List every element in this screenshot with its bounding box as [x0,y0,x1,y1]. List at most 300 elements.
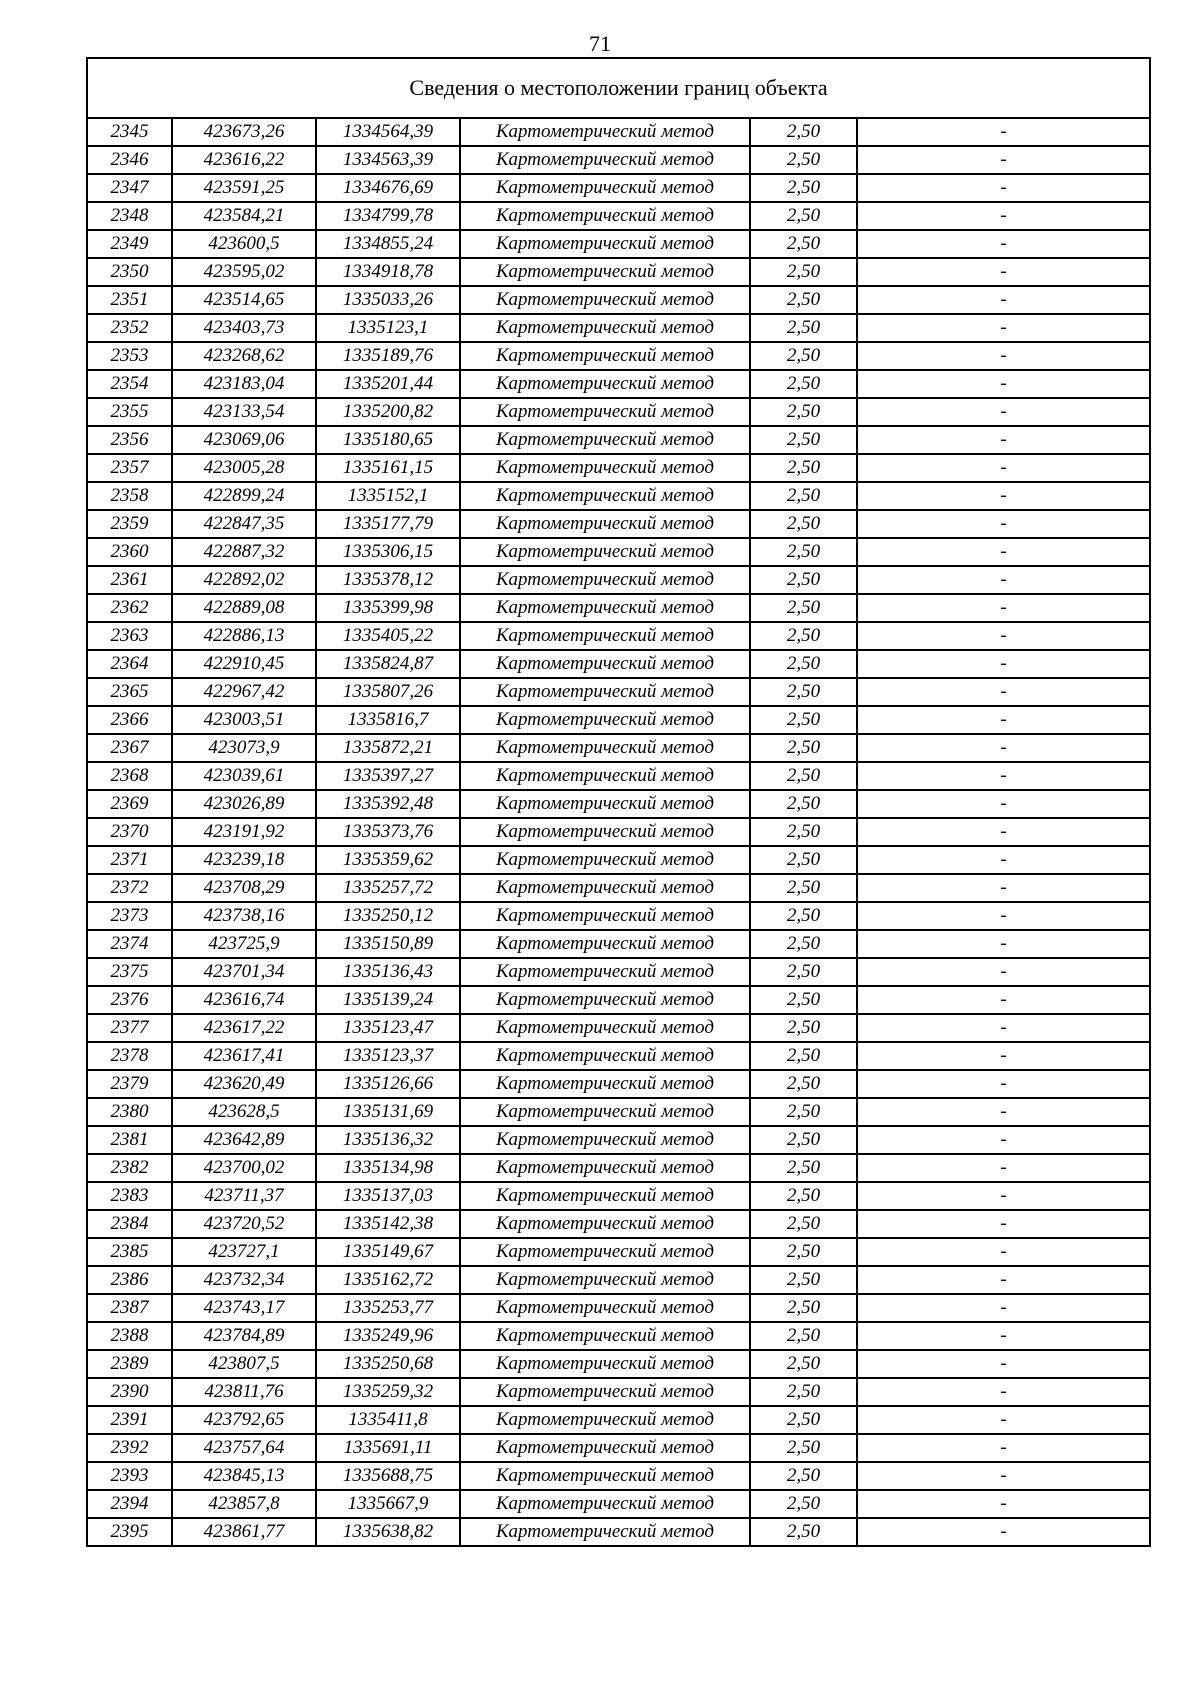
method-cell: Картометрический метод [460,538,750,566]
x-coordinate-cell: 423595,02 [172,258,316,286]
x-coordinate-cell: 423708,29 [172,874,316,902]
accuracy-cell: 2,50 [750,566,857,594]
table-row [87,902,1150,930]
table-row [87,454,1150,482]
description-cell: - [857,258,1150,286]
description-cell: - [857,1070,1150,1098]
x-coordinate-cell: 423620,49 [172,1070,316,1098]
point-number-cell: 2348 [87,202,172,230]
y-coordinate-cell: 1335691,11 [316,1434,460,1462]
x-coordinate-cell: 423514,65 [172,286,316,314]
description-cell: - [857,174,1150,202]
y-coordinate-cell: 1335411,8 [316,1406,460,1434]
y-coordinate-cell: 1335392,48 [316,790,460,818]
accuracy-cell: 2,50 [750,314,857,342]
accuracy-cell: 2,50 [750,230,857,258]
y-coordinate-cell: 1335306,15 [316,538,460,566]
accuracy-cell: 2,50 [750,846,857,874]
point-number-cell: 2359 [87,510,172,538]
description-cell: - [857,650,1150,678]
description-cell: - [857,1490,1150,1518]
y-coordinate-cell: 1335872,21 [316,734,460,762]
accuracy-cell: 2,50 [750,538,857,566]
method-cell: Картометрический метод [460,398,750,426]
x-coordinate-cell: 423403,73 [172,314,316,342]
method-cell: Картометрический метод [460,342,750,370]
accuracy-cell: 2,50 [750,1182,857,1210]
method-cell: Картометрический метод [460,426,750,454]
table-row [87,678,1150,706]
accuracy-cell: 2,50 [750,370,857,398]
accuracy-cell: 2,50 [750,398,857,426]
accuracy-cell: 2,50 [750,174,857,202]
method-cell: Картометрический метод [460,566,750,594]
description-cell: - [857,1434,1150,1462]
x-coordinate-cell: 423711,37 [172,1182,316,1210]
method-cell: Картометрический метод [460,482,750,510]
x-coordinate-cell: 423807,5 [172,1350,316,1378]
description-cell: - [857,398,1150,426]
table-row [87,1182,1150,1210]
table-row [87,426,1150,454]
accuracy-cell: 2,50 [750,1042,857,1070]
accuracy-cell: 2,50 [750,902,857,930]
description-cell: - [857,146,1150,174]
x-coordinate-cell: 423005,28 [172,454,316,482]
point-number-cell: 2367 [87,734,172,762]
table-row [87,258,1150,286]
description-cell: - [857,1378,1150,1406]
y-coordinate-cell: 1335667,9 [316,1490,460,1518]
point-number-cell: 2358 [87,482,172,510]
table-row [87,286,1150,314]
point-number-cell: 2384 [87,1210,172,1238]
x-coordinate-cell: 423600,5 [172,230,316,258]
y-coordinate-cell: 1335123,47 [316,1014,460,1042]
description-cell: - [857,1406,1150,1434]
point-number-cell: 2394 [87,1490,172,1518]
x-coordinate-cell: 422887,32 [172,538,316,566]
point-number-cell: 2366 [87,706,172,734]
point-number-cell: 2360 [87,538,172,566]
description-cell: - [857,734,1150,762]
page-number: 71 [589,31,611,56]
table-row [87,1210,1150,1238]
description-cell: - [857,1014,1150,1042]
point-number-cell: 2385 [87,1238,172,1266]
x-coordinate-cell: 423642,89 [172,1126,316,1154]
accuracy-cell: 2,50 [750,958,857,986]
method-cell: Картометрический метод [460,1070,750,1098]
method-cell: Картометрический метод [460,594,750,622]
table-row [87,1014,1150,1042]
y-coordinate-cell: 1335033,26 [316,286,460,314]
y-coordinate-cell: 1335136,32 [316,1126,460,1154]
description-cell: - [857,1210,1150,1238]
x-coordinate-cell: 423811,76 [172,1378,316,1406]
method-cell: Картометрический метод [460,1238,750,1266]
accuracy-cell: 2,50 [750,762,857,790]
point-number-cell: 2388 [87,1322,172,1350]
y-coordinate-cell: 1335200,82 [316,398,460,426]
point-number-cell: 2376 [87,986,172,1014]
y-coordinate-cell: 1335161,15 [316,454,460,482]
description-cell: - [857,1294,1150,1322]
point-number-cell: 2380 [87,1098,172,1126]
point-number-cell: 2378 [87,1042,172,1070]
point-number-cell: 2369 [87,790,172,818]
accuracy-cell: 2,50 [750,1126,857,1154]
accuracy-cell: 2,50 [750,930,857,958]
description-cell: - [857,790,1150,818]
method-cell: Картометрический метод [460,1490,750,1518]
method-cell: Картометрический метод [460,1266,750,1294]
method-cell: Картометрический метод [460,146,750,174]
x-coordinate-cell: 423039,61 [172,762,316,790]
accuracy-cell: 2,50 [750,1322,857,1350]
x-coordinate-cell: 423628,5 [172,1098,316,1126]
method-cell: Картометрический метод [460,986,750,1014]
method-cell: Картометрический метод [460,1350,750,1378]
table-row [87,594,1150,622]
table-row [87,706,1150,734]
y-coordinate-cell: 1335359,62 [316,846,460,874]
point-number-cell: 2365 [87,678,172,706]
table-row [87,314,1150,342]
description-cell: - [857,314,1150,342]
y-coordinate-cell: 1335253,77 [316,1294,460,1322]
table-row [87,1042,1150,1070]
table-row [87,734,1150,762]
description-cell: - [857,538,1150,566]
table-row [87,762,1150,790]
y-coordinate-cell: 1334855,24 [316,230,460,258]
table-row [87,1070,1150,1098]
y-coordinate-cell: 1335397,27 [316,762,460,790]
method-cell: Картометрический метод [460,958,750,986]
x-coordinate-cell: 422899,24 [172,482,316,510]
y-coordinate-cell: 1335201,44 [316,370,460,398]
description-cell: - [857,370,1150,398]
description-cell: - [857,1126,1150,1154]
table-row [87,1266,1150,1294]
x-coordinate-cell: 423617,41 [172,1042,316,1070]
point-number-cell: 2356 [87,426,172,454]
method-cell: Картометрический метод [460,1042,750,1070]
y-coordinate-cell: 1335373,76 [316,818,460,846]
y-coordinate-cell: 1335259,32 [316,1378,460,1406]
table-row [87,622,1150,650]
x-coordinate-cell: 423757,64 [172,1434,316,1462]
y-coordinate-cell: 1335126,66 [316,1070,460,1098]
accuracy-cell: 2,50 [750,1434,857,1462]
method-cell: Картометрический метод [460,902,750,930]
x-coordinate-cell: 423616,22 [172,146,316,174]
y-coordinate-cell: 1334563,39 [316,146,460,174]
description-cell: - [857,622,1150,650]
accuracy-cell: 2,50 [750,1238,857,1266]
y-coordinate-cell: 1335399,98 [316,594,460,622]
point-number-cell: 2377 [87,1014,172,1042]
y-coordinate-cell: 1334918,78 [316,258,460,286]
method-cell: Картометрический метод [460,174,750,202]
x-coordinate-cell: 423003,51 [172,706,316,734]
table-row [87,1434,1150,1462]
accuracy-cell: 2,50 [750,818,857,846]
x-coordinate-cell: 423239,18 [172,846,316,874]
method-cell: Картометрический метод [460,510,750,538]
x-coordinate-cell: 423732,34 [172,1266,316,1294]
point-number-cell: 2395 [87,1518,172,1546]
description-cell: - [857,426,1150,454]
table-title-row [87,58,1150,118]
accuracy-cell: 2,50 [750,1014,857,1042]
y-coordinate-cell: 1335152,1 [316,482,460,510]
table-row [87,1154,1150,1182]
x-coordinate-cell: 423073,9 [172,734,316,762]
method-cell: Картометрический метод [460,1434,750,1462]
x-coordinate-cell: 423792,65 [172,1406,316,1434]
table-row [87,538,1150,566]
method-cell: Картометрический метод [460,1098,750,1126]
point-number-cell: 2372 [87,874,172,902]
method-cell: Картометрический метод [460,286,750,314]
y-coordinate-cell: 1335162,72 [316,1266,460,1294]
x-coordinate-cell: 423700,02 [172,1154,316,1182]
method-cell: Картометрический метод [460,678,750,706]
description-cell: - [857,1350,1150,1378]
table-row [87,174,1150,202]
description-cell: - [857,1266,1150,1294]
x-coordinate-cell: 423584,21 [172,202,316,230]
y-coordinate-cell: 1334799,78 [316,202,460,230]
accuracy-cell: 2,50 [750,1406,857,1434]
method-cell: Картометрический метод [460,706,750,734]
point-number-cell: 2353 [87,342,172,370]
point-number-cell: 2371 [87,846,172,874]
y-coordinate-cell: 1335807,26 [316,678,460,706]
point-number-cell: 2347 [87,174,172,202]
x-coordinate-cell: 423738,16 [172,902,316,930]
method-cell: Картометрический метод [460,734,750,762]
point-number-cell: 2374 [87,930,172,958]
accuracy-cell: 2,50 [750,706,857,734]
point-number-cell: 2387 [87,1294,172,1322]
table-row [87,1518,1150,1546]
accuracy-cell: 2,50 [750,454,857,482]
description-cell: - [857,902,1150,930]
point-number-cell: 2382 [87,1154,172,1182]
method-cell: Картометрический метод [460,230,750,258]
table-row [87,930,1150,958]
x-coordinate-cell: 423026,89 [172,790,316,818]
description-cell: - [857,986,1150,1014]
x-coordinate-cell: 423069,06 [172,426,316,454]
description-cell: - [857,286,1150,314]
table-row [87,958,1150,986]
point-number-cell: 2389 [87,1350,172,1378]
x-coordinate-cell: 423191,92 [172,818,316,846]
method-cell: Картометрический метод [460,1378,750,1406]
description-cell: - [857,1098,1150,1126]
table-row [87,118,1150,146]
method-cell: Картометрический метод [460,1322,750,1350]
x-coordinate-cell: 422886,13 [172,622,316,650]
table-row [87,1462,1150,1490]
accuracy-cell: 2,50 [750,986,857,1014]
description-cell: - [857,1154,1150,1182]
accuracy-cell: 2,50 [750,1266,857,1294]
y-coordinate-cell: 1335123,1 [316,314,460,342]
accuracy-cell: 2,50 [750,146,857,174]
description-cell: - [857,874,1150,902]
accuracy-cell: 2,50 [750,734,857,762]
y-coordinate-cell: 1335378,12 [316,566,460,594]
point-number-cell: 2386 [87,1266,172,1294]
x-coordinate-cell: 422847,35 [172,510,316,538]
point-number-cell: 2350 [87,258,172,286]
point-number-cell: 2352 [87,314,172,342]
method-cell: Картометрический метод [460,874,750,902]
method-cell: Картометрический метод [460,930,750,958]
y-coordinate-cell: 1335180,65 [316,426,460,454]
table-row [87,1322,1150,1350]
description-cell: - [857,706,1150,734]
y-coordinate-cell: 1335250,12 [316,902,460,930]
accuracy-cell: 2,50 [750,286,857,314]
accuracy-cell: 2,50 [750,1462,857,1490]
description-cell: - [857,1182,1150,1210]
method-cell: Картометрический метод [460,1182,750,1210]
accuracy-cell: 2,50 [750,1378,857,1406]
description-cell: - [857,1322,1150,1350]
y-coordinate-cell: 1335189,76 [316,342,460,370]
description-cell: - [857,818,1150,846]
table-row [87,230,1150,258]
y-coordinate-cell: 1334564,39 [316,118,460,146]
table-row [87,1294,1150,1322]
method-cell: Картометрический метод [460,622,750,650]
table-row [87,398,1150,426]
table-row [87,342,1150,370]
y-coordinate-cell: 1335638,82 [316,1518,460,1546]
point-number-cell: 2375 [87,958,172,986]
table-row [87,146,1150,174]
accuracy-cell: 2,50 [750,874,857,902]
method-cell: Картометрический метод [460,370,750,398]
point-number-cell: 2346 [87,146,172,174]
y-coordinate-cell: 1335177,79 [316,510,460,538]
point-number-cell: 2361 [87,566,172,594]
point-number-cell: 2349 [87,230,172,258]
accuracy-cell: 2,50 [750,1490,857,1518]
accuracy-cell: 2,50 [750,650,857,678]
method-cell: Картометрический метод [460,1126,750,1154]
method-cell: Картометрический метод [460,1518,750,1546]
table-row [87,874,1150,902]
point-number-cell: 2354 [87,370,172,398]
accuracy-cell: 2,50 [750,482,857,510]
table-row [87,482,1150,510]
method-cell: Картометрический метод [460,1462,750,1490]
description-cell: - [857,118,1150,146]
x-coordinate-cell: 423183,04 [172,370,316,398]
y-coordinate-cell: 1335150,89 [316,930,460,958]
method-cell: Картометрический метод [460,1154,750,1182]
y-coordinate-cell: 1335136,43 [316,958,460,986]
y-coordinate-cell: 1335137,03 [316,1182,460,1210]
method-cell: Картометрический метод [460,818,750,846]
method-cell: Картометрический метод [460,202,750,230]
table-row [87,1490,1150,1518]
accuracy-cell: 2,50 [750,202,857,230]
point-number-cell: 2393 [87,1462,172,1490]
method-cell: Картометрический метод [460,1294,750,1322]
table-row [87,1126,1150,1154]
description-cell: - [857,1042,1150,1070]
point-number-cell: 2379 [87,1070,172,1098]
accuracy-cell: 2,50 [750,1070,857,1098]
boundary-coordinates-table [86,57,1151,1547]
accuracy-cell: 2,50 [750,342,857,370]
description-cell: - [857,230,1150,258]
y-coordinate-cell: 1335139,24 [316,986,460,1014]
x-coordinate-cell: 422967,42 [172,678,316,706]
x-coordinate-cell: 423720,52 [172,1210,316,1238]
y-coordinate-cell: 1334676,69 [316,174,460,202]
x-coordinate-cell: 423133,54 [172,398,316,426]
description-cell: - [857,846,1150,874]
accuracy-cell: 2,50 [750,678,857,706]
accuracy-cell: 2,50 [750,594,857,622]
x-coordinate-cell: 423743,17 [172,1294,316,1322]
y-coordinate-cell: 1335142,38 [316,1210,460,1238]
accuracy-cell: 2,50 [750,1350,857,1378]
x-coordinate-cell: 423673,26 [172,118,316,146]
table-row [87,566,1150,594]
accuracy-cell: 2,50 [750,258,857,286]
y-coordinate-cell: 1335249,96 [316,1322,460,1350]
x-coordinate-cell: 423725,9 [172,930,316,958]
point-number-cell: 2345 [87,118,172,146]
description-cell: - [857,930,1150,958]
description-cell: - [857,678,1150,706]
point-number-cell: 2383 [87,1182,172,1210]
accuracy-cell: 2,50 [750,790,857,818]
y-coordinate-cell: 1335131,69 [316,1098,460,1126]
point-number-cell: 2392 [87,1434,172,1462]
description-cell: - [857,762,1150,790]
table-body [87,118,1150,1546]
method-cell: Картометрический метод [460,762,750,790]
method-cell: Картометрический метод [460,118,750,146]
accuracy-cell: 2,50 [750,426,857,454]
y-coordinate-cell: 1335149,67 [316,1238,460,1266]
y-coordinate-cell: 1335257,72 [316,874,460,902]
table-row [87,1098,1150,1126]
y-coordinate-cell: 1335134,98 [316,1154,460,1182]
table-row [87,1350,1150,1378]
accuracy-cell: 2,50 [750,1294,857,1322]
method-cell: Картометрический метод [460,650,750,678]
description-cell: - [857,594,1150,622]
description-cell: - [857,454,1150,482]
accuracy-cell: 2,50 [750,1154,857,1182]
method-cell: Картометрический метод [460,846,750,874]
table-row [87,370,1150,398]
x-coordinate-cell: 423845,13 [172,1462,316,1490]
table-row [87,1238,1150,1266]
